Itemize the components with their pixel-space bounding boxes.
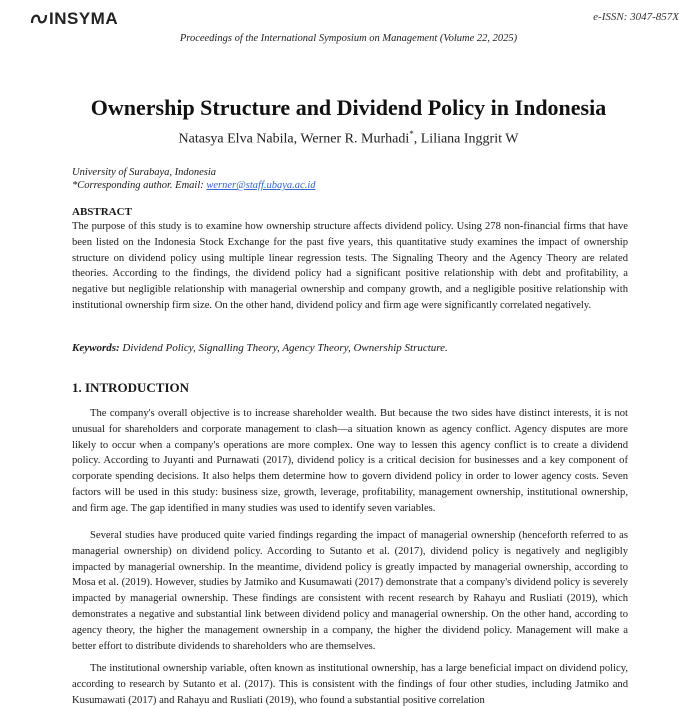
author-list xyxy=(0,129,697,148)
keywords-text: Dividend Policy, Signalling Theory, Agency Theory, Ownership Structure. xyxy=(119,342,448,354)
corresponding-label: *Corresponding author. Email: xyxy=(72,180,207,191)
keywords-label: Keywords: xyxy=(72,342,120,354)
logo-mark-icon xyxy=(30,12,48,26)
intro-paragraph-1: The company's overall objective is to increase shareholder wealth. But because the two sides have distinct interests, it is not unusual for shareholders and corporate management to clash—a situation known as agency conflict. Agency disputes are more likely to occur when a company's operations are more complex. One way to lessen this agency conflict is to create a dividend policy. According to Juyanti and Purnawati (2017), dividend policy is a critical decision for businesses and a key component of corporate spending decisions. It also helps them determine how to govern dividend policy in order to lower agency costs. Seven factors will be used in this study: business size, growth, leverage, profitability, management ownership, institutional ownership, and firm age. The gap identified in many studies was used to identify seven variables. xyxy=(72,408,628,514)
affiliation-corresponding xyxy=(72,179,315,192)
paper-title: Ownership Structure and Dividend Policy in Indonesia xyxy=(90,95,607,120)
insyma-logo xyxy=(30,9,118,29)
section-heading-introduction: 1. INTRODUCTION xyxy=(72,380,190,395)
keywords-line xyxy=(72,342,628,354)
abstract-heading: ABSTRACT xyxy=(72,206,132,218)
abstract-text: The purpose of this study is to examine how ownership structure affects dividend policy. Using 278 non-financial firms that have been listed on the Indonesia Stock Exchange for the past five years, this quantitative study examines the impact of ownership structure on dividend policy using multiple linear regression tests. The Signaling Theory and the Agency Theory are related theories. According to the findings, the dividend policy had a significant positive relationship with debt and profitability, a negative but negligible relationship with managerial ownership and company growth, and a negligible positive relationship with institutional ownership firm size. On the other hand, dividend policy and firm age were significantly correlated negatively. xyxy=(72,221,628,311)
intro-paragraph-2: Several studies have produced quite varied findings regarding the impact of managerial ownership (henceforth referred to as managerial ownership) on dividend policy. According to Sutanto et al. (2017), dividend policy is negatively and negligibly impacted by managerial ownership. In the meantime, dividend policy is greatly impacted by managerial ownership, according to Mosa et al. (2019). However, studies by Jatmiko and Kusumawati (2017) demonstrate that a company's dividend policy is severely impacted by managerial ownership. These findings are consistent with recent research by Rahayu and Rusliati (2019), which demonstrates a negative and substantial link between dividend policy and managerial ownership. On the other hand, according to agency theory, the higher the management ownership in a company, the higher the dividend policy. Management will make a better effort to distribute dividends to shareholders who are themselves. xyxy=(72,530,628,652)
intro-paragraph-3: The institutional ownership variable, often known as institutional ownership, has a large beneficial impact on dividend policy, according to research by Sutanto et al. (2017). This is consistent with the findings of four other studies, including Jatmiko and Kusumawati (2017) and Rahayu and Rusliati (2019), who found a substantial positive correlation xyxy=(72,663,628,706)
authors-rest: , Liliana Inggrit W xyxy=(413,131,519,147)
affiliation-block xyxy=(72,166,315,192)
logo-text: INSYMA xyxy=(49,9,119,28)
authors-first: Natasya Elva Nabila, Werner R. Murhadi xyxy=(178,131,410,147)
issn-label: e-ISSN: 3047-857X xyxy=(593,11,679,23)
affiliation-university: University of Surabaya, Indonesia xyxy=(72,167,217,178)
proceedings-line: Proceedings of the International Symposium on Management (Volume 22, 2025) xyxy=(179,33,518,44)
corresponding-mark: * xyxy=(409,129,414,139)
corresponding-email-link[interactable]: werner@staff.ubaya.ac.id xyxy=(206,180,316,191)
